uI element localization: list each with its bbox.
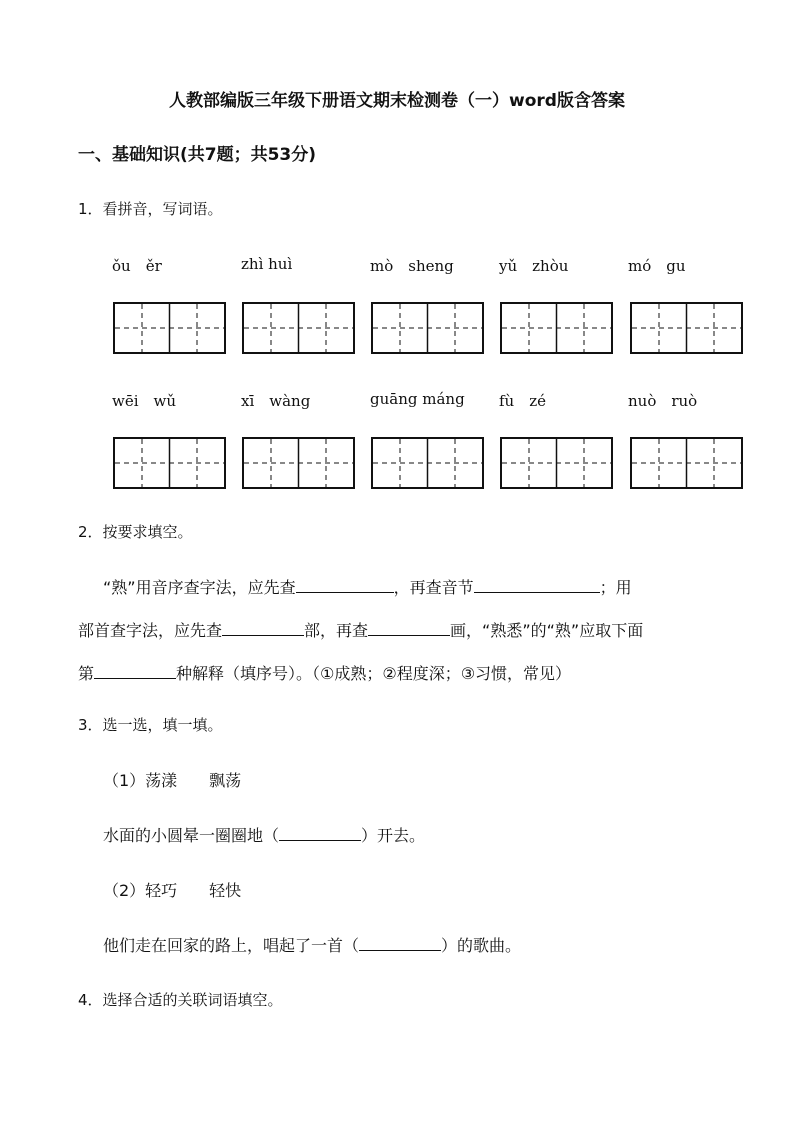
- text-run: 画，“熟悉”的“熟”应取下面: [450, 621, 644, 640]
- word-options: （2）轻巧 轻快: [103, 881, 242, 900]
- answer-blank[interactable]: [368, 634, 450, 636]
- paragraph-line: [103, 823, 425, 846]
- question-1-label: 1．看拼音，写词语。: [78, 200, 223, 218]
- text-run: ）开去。: [361, 826, 426, 845]
- question-3-label: 3．选一选，填一填。: [78, 716, 223, 734]
- answer-blank[interactable]: [359, 949, 441, 951]
- tian-grid: [244, 439, 353, 487]
- question-2-label: 2．按要求填空。: [78, 523, 193, 541]
- writing-grid-box[interactable]: [113, 437, 226, 489]
- tian-grid: [373, 439, 482, 487]
- text-run: ；用: [599, 578, 632, 597]
- answer-blank[interactable]: [222, 634, 304, 636]
- pinyin-label: nuò ruò: [628, 392, 698, 410]
- text-run: ）的歌曲。: [441, 936, 522, 955]
- text-run: 第: [78, 664, 95, 683]
- paragraph-line: [103, 575, 632, 598]
- writing-grid-box[interactable]: [630, 437, 743, 489]
- text-run: 种解释（填序号）。（①成熟；②程度深；③习惯，常见）: [176, 664, 572, 683]
- section-heading: 一、基础知识(共7题；共53分): [78, 145, 317, 165]
- tian-grid: [115, 304, 224, 352]
- tian-grid: [244, 304, 353, 352]
- text-run: “熟”用音序查字法，应先查: [103, 578, 296, 597]
- pinyin-label: yǔ zhòu: [499, 257, 569, 275]
- tian-grid: [115, 439, 224, 487]
- text-run: ，再查音节: [393, 578, 474, 597]
- tian-grid: [632, 439, 741, 487]
- tian-grid: [632, 304, 741, 352]
- text-run: 部首查字法，应先查: [78, 621, 223, 640]
- pinyin-label: zhì huì: [241, 255, 293, 273]
- answer-blank[interactable]: [474, 591, 600, 593]
- tian-grid: [373, 304, 482, 352]
- paragraph-line: [78, 618, 643, 641]
- paragraph-line: [103, 933, 521, 956]
- tian-grid: [502, 439, 611, 487]
- writing-grid-box[interactable]: [630, 302, 743, 354]
- pinyin-label: ǒu ěr: [112, 257, 162, 275]
- pinyin-label: mó gu: [628, 257, 686, 275]
- answer-blank[interactable]: [279, 839, 361, 841]
- question-4-label: 4．选择合适的关联词语填空。: [78, 991, 283, 1009]
- paragraph-line: [78, 661, 571, 684]
- text-run: 水面的小圆晕一圈圈地（: [103, 826, 280, 845]
- writing-grid-box[interactable]: [242, 437, 355, 489]
- writing-grid-box[interactable]: [500, 437, 613, 489]
- tian-grid: [502, 304, 611, 352]
- writing-grid-box[interactable]: [242, 302, 355, 354]
- pinyin-label: guāng máng: [370, 390, 465, 408]
- pinyin-label: xī wàng: [241, 392, 311, 410]
- answer-blank[interactable]: [94, 677, 176, 679]
- text-run: 他们走在回家的路上，唱起了一首（: [103, 936, 360, 955]
- pinyin-label: fù zé: [499, 392, 546, 410]
- pinyin-label: wēi wǔ: [112, 392, 177, 410]
- word-options: （1）荡漾 飘荡: [103, 771, 242, 790]
- writing-grid-box[interactable]: [113, 302, 226, 354]
- document-title: 人教部编版三年级下册语文期末检测卷（一）word版含答案: [169, 91, 625, 111]
- pinyin-label: mò sheng: [370, 257, 454, 275]
- writing-grid-box[interactable]: [371, 302, 484, 354]
- text-run: 部，再查: [304, 621, 369, 640]
- writing-grid-box[interactable]: [500, 302, 613, 354]
- writing-grid-box[interactable]: [371, 437, 484, 489]
- answer-blank[interactable]: [296, 591, 394, 593]
